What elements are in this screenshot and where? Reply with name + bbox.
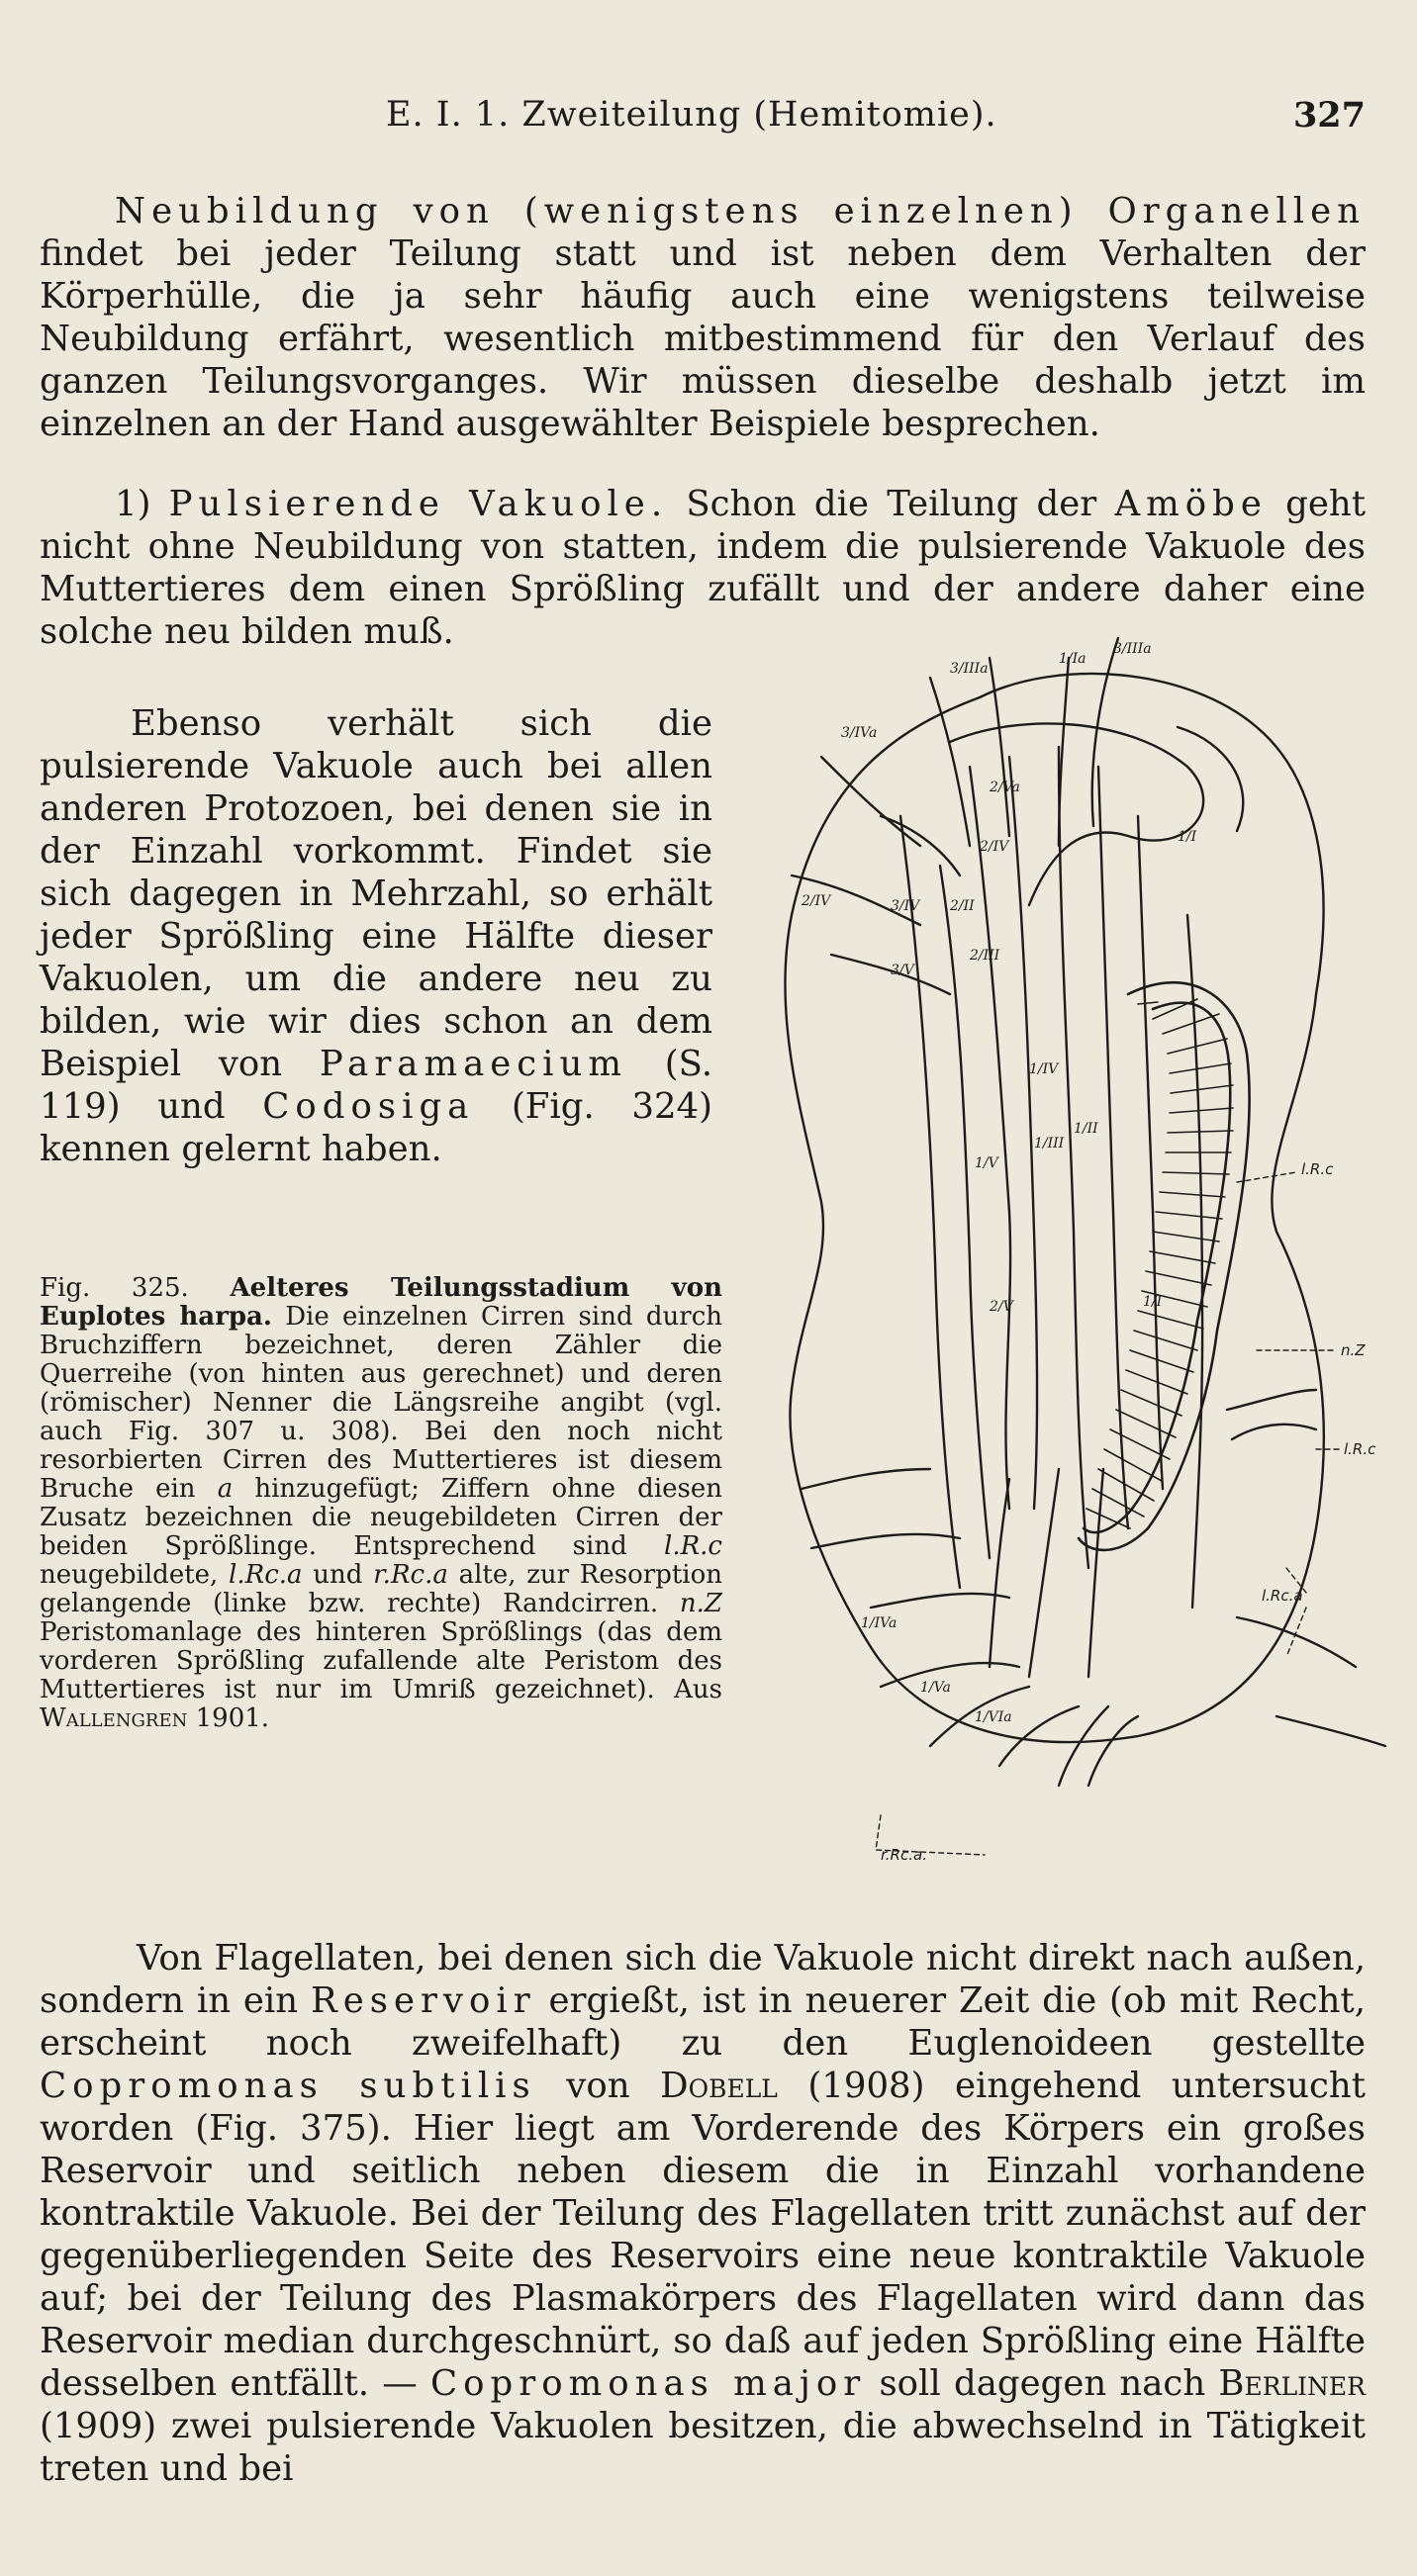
- paragraph-4-text: von: [535, 2066, 661, 2106]
- paragraph-1-lead: Neubildung von (wenigstens einzelnen) Organellen: [115, 191, 1366, 231]
- paragraph-4-text: ergießt, ist in neuerer Zeit die (ob mit Recht, erscheint noch zweifelhaft) zu den Euglenoideen gestellte: [40, 1980, 1366, 2064]
- paragraph-3-text-2: (S. 119) und: [40, 1044, 712, 1127]
- caption-symbol-a: a: [217, 1474, 234, 1504]
- paragraph-1: [40, 190, 1366, 445]
- cirrus-fraction-label: 1/V: [975, 1155, 998, 1171]
- paragraph-4-text: (1908) eingehend untersucht worden (Fig. 375). Hier liegt am Vorderende des Körpers ein großes Reservoir und seitlich neben diesem die in Einzahl vorhandene kontraktile Vakuole. Bei der Teilung des Flagellaten tritt zunächst auf der gegenüberliegenden Seite des Reservoirs eine neue kontraktile Vakuole auf; bei der Teilung des Plasmakörpers des Flagellaten wird dann das Reservoir median durchgeschnürt, so daß auf jeden Sprößling eine Hälfte desselben entfällt. —: [40, 2066, 1366, 2404]
- label-lrc-top: l.R.c: [1301, 1160, 1334, 1178]
- label-lrca: l.Rc.a: [1262, 1587, 1303, 1605]
- cirrus-fraction-label: 2/V: [990, 1299, 1013, 1315]
- reservoir-term: Reservoir: [311, 1980, 536, 2021]
- label-lrc-mid: l.R.c: [1344, 1440, 1376, 1458]
- paragraph-3-text-1: Ebenso verhält sich die pulsierende Vakuole auch bei allen anderen Protozoen, bei denen sie in der Einzahl vorkommt. Findet sie sich dagegen in Mehrzahl, so erhält jeder Sprößling eine Hälfte dieser Vakuolen, um die andere neu zu bilden, wie wir dies schon an dem Beispiel von: [40, 703, 712, 1084]
- cirrus-fraction-label: 2/III: [970, 948, 1000, 964]
- cirrus-fraction-label: 3/IV: [891, 898, 920, 914]
- cirrus-fraction-label: 1/I: [1178, 829, 1197, 845]
- paragraph-2-number: 1): [115, 484, 169, 524]
- cirrus-fraction-label: 1/Ia: [1059, 651, 1086, 667]
- paragraph-2-mid: Schon die Teilung der: [668, 484, 1115, 524]
- caption-year: 1901.: [187, 1703, 270, 1733]
- caption-fig-number: Fig. 325.: [40, 1273, 231, 1303]
- caption-symbol-lrca: l.Rc.a: [229, 1560, 303, 1590]
- cirrus-fraction-label: 1/Va: [920, 1680, 951, 1696]
- caption-text: hinzugefügt; Ziffern ohne diesen Zusatz bezeichnen die neugebildeten Cirren der beiden Sprößlinge. Entsprechend sind: [40, 1474, 722, 1561]
- paragraph-4-text: Von Flagellaten, bei denen sich die Vakuole nicht direkt nach außen, sondern in ein: [40, 1938, 1366, 2021]
- copromonas-major-term: Copromonas major: [429, 2363, 867, 2404]
- euplotes-drawing: [762, 618, 1395, 1880]
- caption-symbol-lrc: l.R.c: [664, 1531, 722, 1561]
- label-rrca: r.Rc.a.: [881, 1846, 927, 1864]
- cirrus-fraction-label: 2/Va: [990, 780, 1020, 795]
- paragraph-3: [40, 702, 712, 1170]
- paragraph-4: [40, 1937, 1366, 2490]
- paragraph-2-text: geht nicht ohne Neubildung von statten, indem die pulsierende Vakuole des Muttertieres dem einen Sprößling zufällt und der andere daher eine solche neu bilden muß.: [40, 484, 1366, 652]
- caption-author: Wallengren: [40, 1703, 188, 1733]
- caption-text: Peristomanlage des hinteren Sprößlings (das dem vorderen Sprößling zufallende alte Peristom des Muttertieres ist nur im Umriß gezeichnet). Aus: [40, 1617, 722, 1704]
- paragraph-2-lead: Pulsierende Vakuole.: [168, 484, 669, 524]
- page-header: [40, 95, 1366, 144]
- cirrus-fraction-label: 2/IV: [802, 893, 831, 909]
- copromonas-subtilis-term: Copromonas subtilis: [40, 2066, 536, 2106]
- paragraph-4-text: (1909) zwei pulsierende Vakuolen besitzen, die abwechselnd in Tätigkeit treten und bei: [40, 2406, 1366, 2489]
- body-outline: [785, 674, 1323, 1742]
- euplotes-figure: [762, 618, 1395, 1880]
- figure-caption: [40, 1274, 722, 1733]
- cirrus-fraction-label: 1/I: [1143, 1294, 1163, 1310]
- caption-symbol-rrca: r.Rc.a: [373, 1560, 448, 1590]
- caption-text: und: [302, 1560, 374, 1590]
- caption-text: neugebildete,: [40, 1560, 230, 1590]
- paragraph-3-text-3: (Fig. 324) kennen gelernt haben.: [40, 1086, 712, 1169]
- author-dobell: Dobell: [660, 2066, 778, 2106]
- old-peristome-outline: [950, 723, 1203, 905]
- cirrus-fraction-label: 3/IIIa: [950, 661, 989, 677]
- cirrus-fraction-label: 3/IIIa: [1113, 641, 1152, 657]
- codosiga-term: Codosiga: [262, 1086, 475, 1127]
- paragraph-1-text: findet bei jeder Teilung statt und ist neben dem Verhalten der Körperhülle, die ja sehr häufig auch eine wenigstens teilweise Neubildung erfährt, wesentlich mitbestimmend für den Verlauf des ganzen Teilungsvorganges. Wir müssen dieselbe deshalb jetzt im einzelnen an der Hand ausgewählter Beispiele besprechen.: [40, 233, 1366, 444]
- cirrus-fraction-label: 1/III: [1034, 1136, 1065, 1151]
- paramaecium-term: Paramaecium: [319, 1044, 628, 1084]
- paragraph-4-text: soll dagegen nach: [866, 2363, 1219, 2404]
- caption-text: Die einzelnen Cirren sind durch Bruchziffern bezeichnet, deren Zähler die Querreihe (von hinten aus gerechnet) und deren (römischer) Nenner die Längsreihe angibt (vgl. auch Fig. 307 u. 308). Bei den noch nicht resorbierten Cirren des Muttertieres ist diesem Bruche ein: [40, 1302, 723, 1504]
- cirrus-fraction-label: 3/IVa: [841, 725, 878, 741]
- cirrus-fraction-label: 2/II: [950, 898, 975, 914]
- page-number: 327: [1292, 95, 1366, 136]
- cirrus-fraction-label: 2/IV: [980, 839, 1009, 855]
- cirrus-fraction-label: 3/V: [891, 963, 914, 978]
- cirrus-fraction-label: 1/VIa: [975, 1709, 1012, 1725]
- caption-title: Aelteres Teilungsstadium von Euplotes harpa.: [40, 1273, 722, 1332]
- new-peristome-band: [1079, 982, 1250, 1550]
- cirrus-fraction-label: 1/IV: [1029, 1061, 1059, 1077]
- caption-text: alte, zur Resorption gelangende (linke bzw. rechte) Randcirren.: [40, 1560, 723, 1618]
- amoebe-term: Amöbe: [1114, 484, 1268, 524]
- author-berliner: Berliner: [1218, 2363, 1366, 2404]
- label-nz: n.Z: [1341, 1341, 1366, 1359]
- caption-symbol-nz: n.Z: [679, 1589, 722, 1618]
- cirrus-fraction-label: 1/II: [1074, 1121, 1098, 1137]
- running-head: E. I. 1. Zweiteilung (Hemitomie).: [386, 95, 997, 135]
- cirrus-fraction-label: 1/IVa: [861, 1615, 897, 1631]
